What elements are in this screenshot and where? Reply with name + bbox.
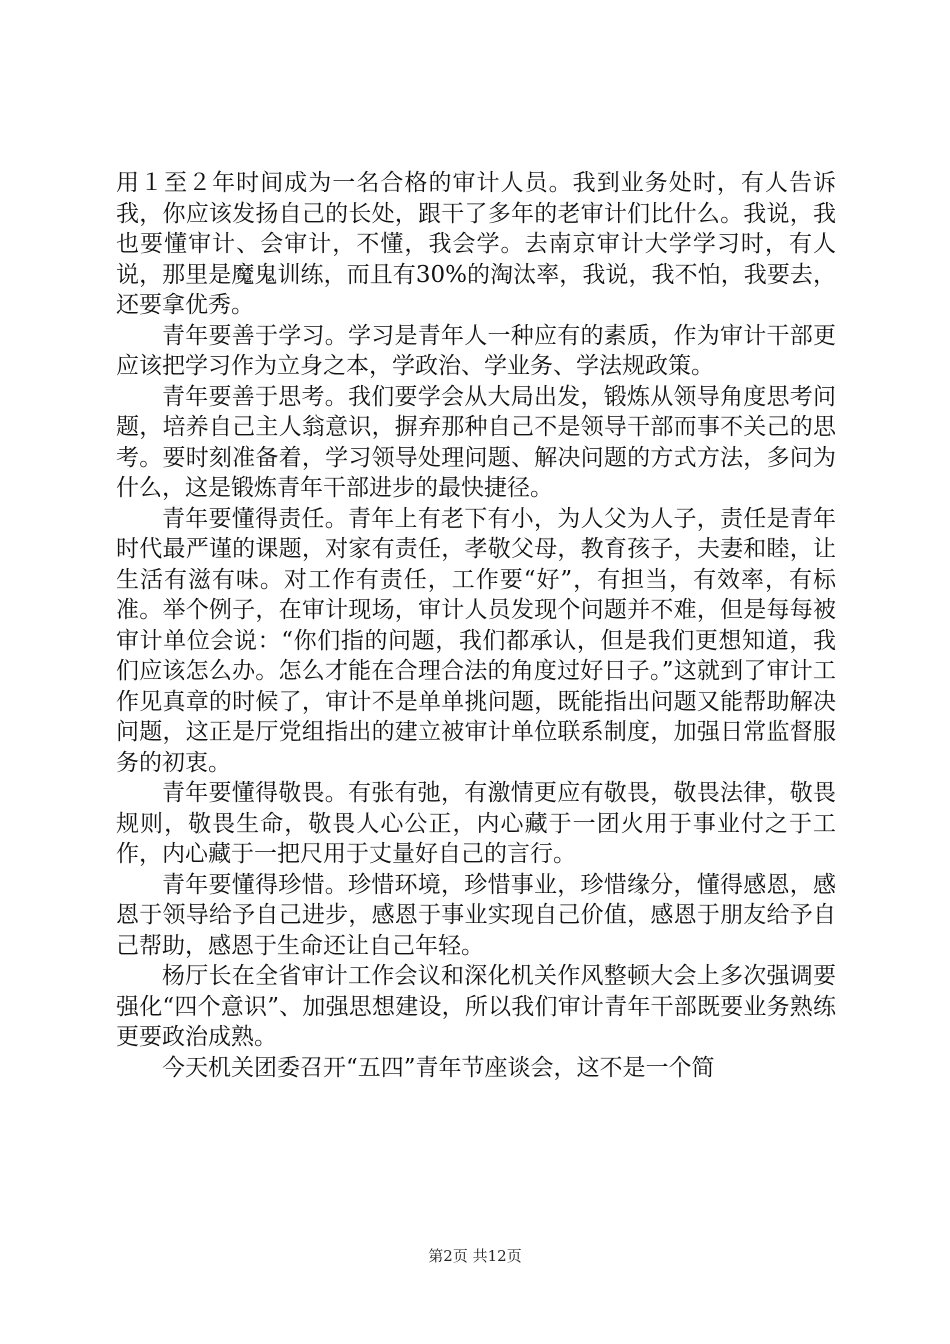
paragraph-7: 杨厅长在全省审计工作会议和深化机关作风整顿大会上多次强调要强化“四个意识”、加强思想建设，所以我们审计青年干部既要业务熟练更要政治成熟。 [116,963,836,1050]
paragraph-5: 青年要懂得敬畏。有张有弛，有激情更应有敬畏，敬畏法律，敬畏规则，敬畏生命，敬畏人心公正，内心藏于一团火用于事业付之于工作，内心藏于一把尺用于丈量好自己的言行。 [116,780,836,867]
paragraph-2: 青年要善于学习。学习是青年人一种应有的素质，作为审计干部更应该把学习作为立身之本，学政治、学业务、学法规政策。 [116,322,836,379]
paragraph-8: 今天机关团委召开“五四”青年节座谈会，这不是一个简 [162,1054,715,1081]
document-body [116,168,836,1083]
paragraph-4: 青年要懂得责任。青年上有老下有小，为人父为人子，责任是青年时代最严谨的课题，对家有责任，孝敬父母，教育孩子，夫妻和睦，让生活有滋有味。对工作有责任，工作要“好”，有担当，有效率，有标准。举个例子，在审计现场，审计人员发现个问题并不难，但是每每被审计单位会说：“你们指的问题，我们都承认，但是我们更想知道，我们应该怎么办。怎么才能在合理合法的角度过好日子。”这就到了审计工作见真章的时候了，审计不是单单挑问题，既能指出问题又能帮助解决问题，这正是厅党组指出的建立被审计单位联系制度，加强日常监督服务的初衷。 [116,505,836,776]
paragraph-3: 青年要善于思考。我们要学会从大局出发，锻炼从领导角度思考问题，培养自己主人翁意识，摒弃那种自己不是领导干部而事不关己的思考。要时刻准备着，学习领导处理问题、解决问题的方式方法，多问为什么，这是锻炼青年干部进步的最快捷径。 [116,383,836,501]
paragraph-6: 青年要懂得珍惜。珍惜环境，珍惜事业，珍惜缘分，懂得感恩，感恩于领导给予自己进步，感恩于事业实现自己价值，感恩于朋友给予自己帮助，感恩于生命还让自己年轻。 [116,871,836,959]
paragraph-1: 用１至２年时间成为一名合格的审计人员。我到业务处时，有人告诉我，你应该发扬自己的长处，跟干了多年的老审计们比什么。我说，我也要懂审计、会审计，不懂，我会学。去南京审计大学学习时，有人说，那里是魔鬼训练，而且有30%的淘汰率，我说，我不怕，我要去，还要拿优秀。 [116,170,836,318]
page-number-footer: 第2页 共12页 [428,1247,522,1265]
